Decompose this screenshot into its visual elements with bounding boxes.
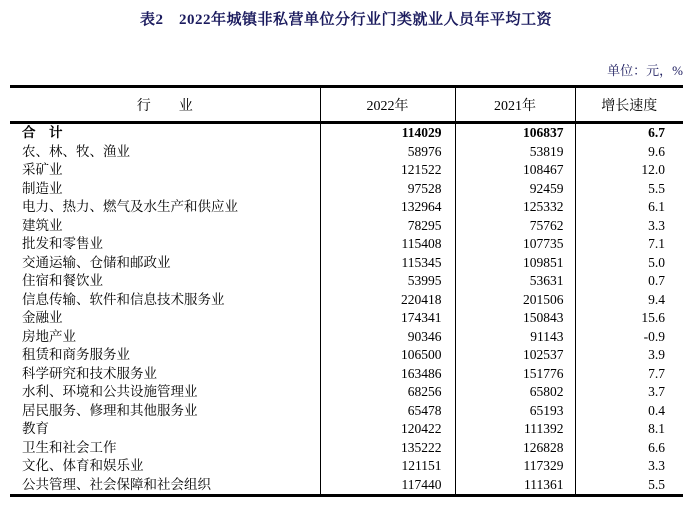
industry-cell: 教育 [10, 420, 320, 439]
growth-cell: 3.3 [648, 458, 665, 473]
growth-cell: 12.0 [641, 162, 665, 177]
value-2021-cell: 151776 [455, 365, 575, 384]
table-row [10, 402, 683, 421]
value-2022-cell: 174341 [320, 309, 455, 328]
value-2021-cell: 106837 [455, 123, 575, 143]
value-2022-cell: 114029 [320, 123, 455, 143]
industry-cell: 房地产业 [10, 328, 320, 347]
value-2021-cell: 92459 [455, 180, 575, 199]
table-row [10, 180, 683, 199]
growth-cell: 3.3 [648, 217, 665, 233]
growth-cell: 9.4 [648, 291, 665, 307]
value-2021-cell: 53631 [455, 272, 575, 291]
table-row [10, 383, 683, 402]
value-2021-cell: 125332 [455, 198, 575, 217]
wage-table [10, 85, 683, 497]
table-row [10, 123, 683, 143]
col-header-growth: 增长速度 [575, 87, 683, 123]
industry-cell: 水利、环境和公共设施管理业 [10, 383, 320, 402]
industry-cell: 交通运输、仓储和邮政业 [10, 254, 320, 273]
growth-cell: -0.9 [643, 328, 665, 344]
industry-cell: 文化、体育和娱乐业 [10, 457, 320, 476]
industry-cell: 制造业 [10, 180, 320, 199]
industry-cell: 采矿业 [10, 161, 320, 180]
industry-cell: 合 计 [10, 123, 320, 143]
growth-cell: 6.6 [648, 439, 665, 455]
col-header-2022: 2022年 [320, 87, 455, 123]
value-2022-cell: 65478 [320, 402, 455, 421]
industry-cell: 农、林、牧、渔业 [10, 143, 320, 162]
value-2021-cell: 111392 [455, 420, 575, 439]
value-2022-cell: 97528 [320, 180, 455, 199]
growth-cell: 9.6 [648, 143, 665, 159]
industry-cell: 卫生和社会工作 [10, 439, 320, 458]
value-2022-cell: 132964 [320, 198, 455, 217]
value-2021-cell: 150843 [455, 309, 575, 328]
value-2022-cell: 58976 [320, 143, 455, 162]
value-2022-cell: 115345 [320, 254, 455, 273]
value-2021-cell: 126828 [455, 439, 575, 458]
page-title: 表2 2022年城镇非私营单位分行业门类就业人员年平均工资 [139, 12, 552, 28]
table-row [10, 235, 683, 254]
growth-cell: 5.5 [648, 180, 665, 196]
value-2021-cell: 108467 [455, 161, 575, 180]
growth-cell: 6.1 [648, 199, 665, 214]
industry-cell: 金融业 [10, 309, 320, 328]
value-2021-cell: 75762 [455, 217, 575, 236]
table-row [10, 272, 683, 291]
value-2022-cell: 53995 [320, 272, 455, 291]
value-2021-cell: 53819 [455, 143, 575, 162]
table-row [10, 365, 683, 384]
table-row [10, 309, 683, 328]
value-2022-cell: 115408 [320, 235, 455, 254]
table-row [10, 217, 683, 236]
growth-cell: 0.7 [648, 273, 665, 288]
value-2021-cell: 201506 [455, 291, 575, 310]
growth-cell: 15.6 [641, 310, 665, 325]
industry-cell: 信息传输、软件和信息技术服务业 [10, 291, 320, 310]
table-row [10, 476, 683, 496]
table-row [10, 254, 683, 273]
growth-cell: 3.7 [648, 384, 665, 399]
industry-cell: 科学研究和技术服务业 [10, 365, 320, 384]
table-row [10, 143, 683, 162]
value-2022-cell: 106500 [320, 346, 455, 365]
value-2022-cell: 135222 [320, 439, 455, 458]
industry-cell: 租赁和商务服务业 [10, 346, 320, 365]
value-2022-cell: 78295 [320, 217, 455, 236]
value-2021-cell: 65802 [455, 383, 575, 402]
value-2022-cell: 68256 [320, 383, 455, 402]
value-2021-cell: 111361 [455, 476, 575, 496]
value-2022-cell: 120422 [320, 420, 455, 439]
table-row [10, 457, 683, 476]
value-2021-cell: 65193 [455, 402, 575, 421]
value-2021-cell: 102537 [455, 346, 575, 365]
value-2022-cell: 117440 [320, 476, 455, 496]
col-header-industry: 行 业 [10, 87, 320, 123]
table-row [10, 439, 683, 458]
growth-cell: 8.1 [648, 421, 665, 436]
growth-cell: 6.7 [648, 125, 665, 140]
value-2022-cell: 163486 [320, 365, 455, 384]
table-row [10, 198, 683, 217]
table-row [10, 291, 683, 310]
value-2022-cell: 121522 [320, 161, 455, 180]
col-header-2021: 2021年 [455, 87, 575, 123]
growth-cell: 7.1 [648, 236, 665, 251]
growth-cell: 5.0 [648, 254, 665, 270]
value-2021-cell: 109851 [455, 254, 575, 273]
value-2022-cell: 121151 [320, 457, 455, 476]
industry-cell: 公共管理、社会保障和社会组织 [10, 476, 320, 496]
value-2021-cell: 107735 [455, 235, 575, 254]
industry-cell: 居民服务、修理和其他服务业 [10, 402, 320, 421]
industry-cell: 批发和零售业 [10, 235, 320, 254]
value-2021-cell: 117329 [455, 457, 575, 476]
table-row [10, 161, 683, 180]
growth-cell: 0.4 [648, 402, 665, 418]
growth-cell: 3.9 [648, 347, 665, 362]
industry-cell: 住宿和餐饮业 [10, 272, 320, 291]
value-2021-cell: 91143 [455, 328, 575, 347]
industry-cell: 电力、热力、燃气及水生产和供应业 [10, 198, 320, 217]
growth-cell: 7.7 [648, 365, 665, 381]
table-row [10, 346, 683, 365]
industry-cell: 建筑业 [10, 217, 320, 236]
table-row [10, 420, 683, 439]
value-2022-cell: 90346 [320, 328, 455, 347]
value-2022-cell: 220418 [320, 291, 455, 310]
header-row [10, 87, 683, 123]
growth-cell: 5.5 [648, 476, 665, 492]
table-row [10, 328, 683, 347]
unit-label: 单位：元，% [607, 63, 683, 78]
